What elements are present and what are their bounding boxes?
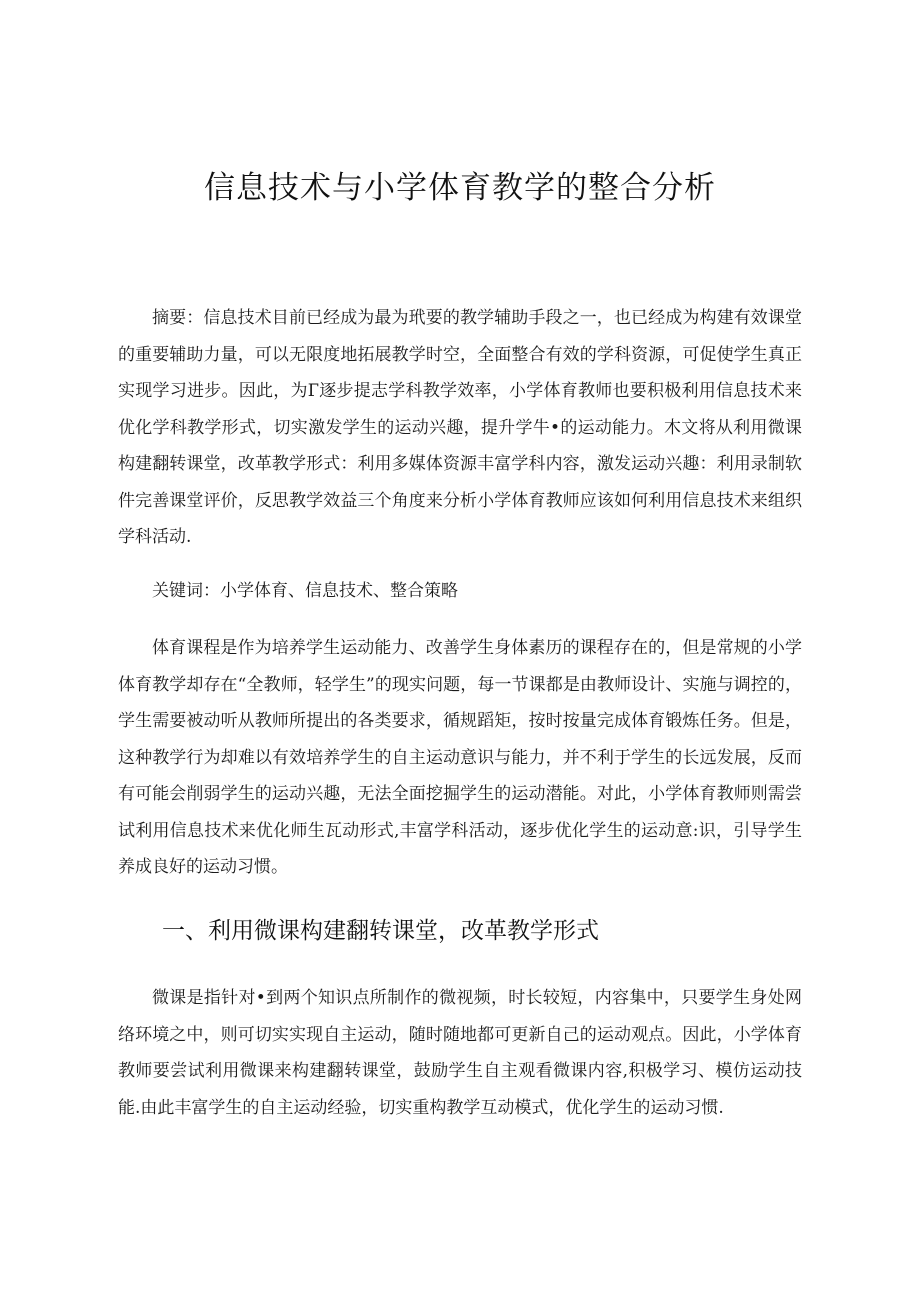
intro-paragraph: 体育课程是作为培养学生运动能力、改善学生身体素历的课程存在的，但是常规的小学体育教学却存在“全教师，轻学生”的现实问题，每一节课都是由教师设计、实施与调控的，学生需要被动听从教师所提出的各类要求，循规蹈矩，按时按量完成体育锻炼任务。但是，这种教学行为却难以有效培养学生的自主运动意识与能力，并不利于学生的长远发展，反而有可能会削弱学生的运动兴趣，无法全面挖掘学生的运动潜能。对此，小学体育教师则需尝试利用信息技术来优化师生瓦动形式,丰富学科活动，逐步优化学生的运动意:识，引导学生养成良好的运动习惯。	[118, 638, 802, 877]
section-1-heading: 一、利用微课构建翻转课堂，改革教学形式	[162, 918, 599, 944]
section-1-paragraph: 微课是指针对•到两个知识点所制作的微视频，时长较短，内容集中，只要学生身处网络环境之中，则可切实实现自主运动，随时随地都可更新自己的运动观点。因此，小学体育教师要尝试利用微课来构建翻转课堂，鼓励学生自主观看微课内容,积极学习、模仿运动技能.由此丰富学生的自主运动经验，切实重构教学互动模式，优化学生的运动习惯.	[118, 988, 802, 1118]
keywords-line: 关键词：小学体育、信息技术、整合策略	[152, 581, 458, 601]
document-title: 信息技术与小学体育教学的整合分析	[204, 170, 716, 206]
abstract-paragraph: 摘要：信息技术目前已经成为最为玳要的教学辅助手段之一，也已经成为构建有效课堂的重要辅助力量，可以无限度地拓展教学时空，全面整合有效的学科资源，可促使学生真正实现学习进步。因此，为Г逐步提志学科教学效率，小学体育教师也要积极利用信息技术来优化学科教学形式，切实激发学生的运动兴趣，提升学牛•的运动能力。木文将从利用微课构建翻转课堂，改革教学形式：利用多媒体资源丰富学科内容，激发运动兴趣：利用录制软件完善课堂评价，反思教学效益三个角度来分析小学体育教师应该如何利用信息技术来组织学科活动.	[118, 308, 802, 547]
